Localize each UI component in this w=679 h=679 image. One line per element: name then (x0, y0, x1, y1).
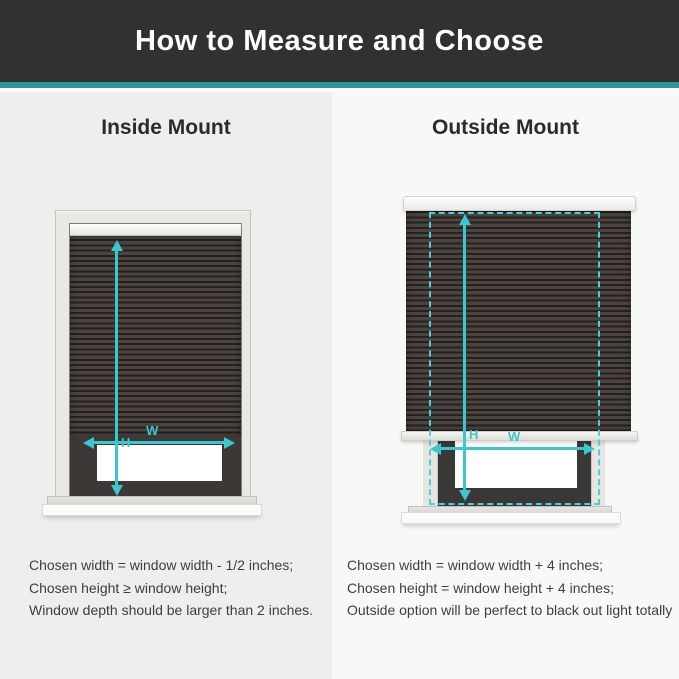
note-line: Chosen height ≥ window height; (29, 579, 228, 596)
note-line: Chosen width = window width - 1/2 inches; (29, 557, 294, 573)
note-line: Outside option will be perfect to black out light totally (347, 602, 673, 618)
height-arrow (115, 250, 118, 486)
window-outline-dashed (429, 212, 600, 505)
cellular-blind (70, 236, 241, 436)
header-banner (0, 0, 679, 82)
note-line: Chosen width = window width + 4 inches; (347, 557, 604, 573)
height-label: H (469, 427, 479, 442)
window-sill-base (401, 512, 621, 524)
width-arrow (440, 447, 585, 450)
window-sill-base (42, 504, 262, 516)
height-label: H (121, 435, 131, 450)
width-label: W (146, 423, 159, 438)
outside-mount-heading: Outside Mount (432, 116, 579, 139)
note-line: Chosen height = window height + 4 inches; (347, 579, 614, 596)
inside-window-frame (55, 210, 251, 499)
blind-headrail (403, 196, 636, 211)
page-title: How to Measure and Choose (135, 24, 544, 57)
inside-mount-notes (0, 554, 332, 622)
inside-mount-section (0, 92, 332, 679)
outside-mount-section (332, 92, 679, 679)
width-label: W (508, 429, 521, 444)
inside-window-recess (69, 223, 242, 497)
height-arrow (463, 224, 466, 491)
outside-mount-notes (332, 554, 679, 622)
inside-mount-heading: Inside Mount (101, 116, 231, 139)
note-line: Window depth should be larger than 2 inches. (29, 602, 314, 618)
width-arrow (93, 441, 225, 444)
blind-headrail (70, 224, 241, 236)
